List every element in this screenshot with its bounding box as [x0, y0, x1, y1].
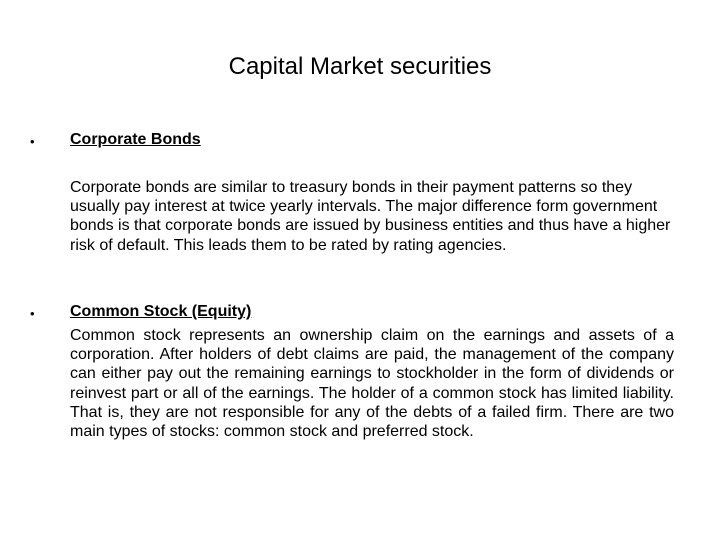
section-heading-common-stock: Common Stock (Equity)	[70, 303, 252, 320]
slide-title: Capital Market securities	[228, 53, 492, 80]
section-body-common-stock: Common stock represents an ownership claim on the earnings and assets of a corporation. After holders of debt claims are paid, the management of the company can either pay out the remaining earnings to stockholder in the form of dividends or reinvest part or all of the earnings. The holder of a common stock has limited liability. That is, they are not responsible for any of the debts of a failed firm. There are two main types of stocks: common stock and preferred stock.	[70, 327, 674, 441]
bullet-marker: •	[30, 306, 35, 321]
bullet-marker: •	[30, 134, 35, 149]
section-body-corporate-bonds: Corporate bonds are similar to treasury bonds in their payment patterns so they usually pay interest at twice yearly intervals. The major difference form government bonds is that corporate bonds are issued by business entities and thus have a higher risk of default. This leads them to be rated by rating agencies.	[70, 179, 671, 254]
section-heading-corporate-bonds: Corporate Bonds	[70, 131, 201, 148]
